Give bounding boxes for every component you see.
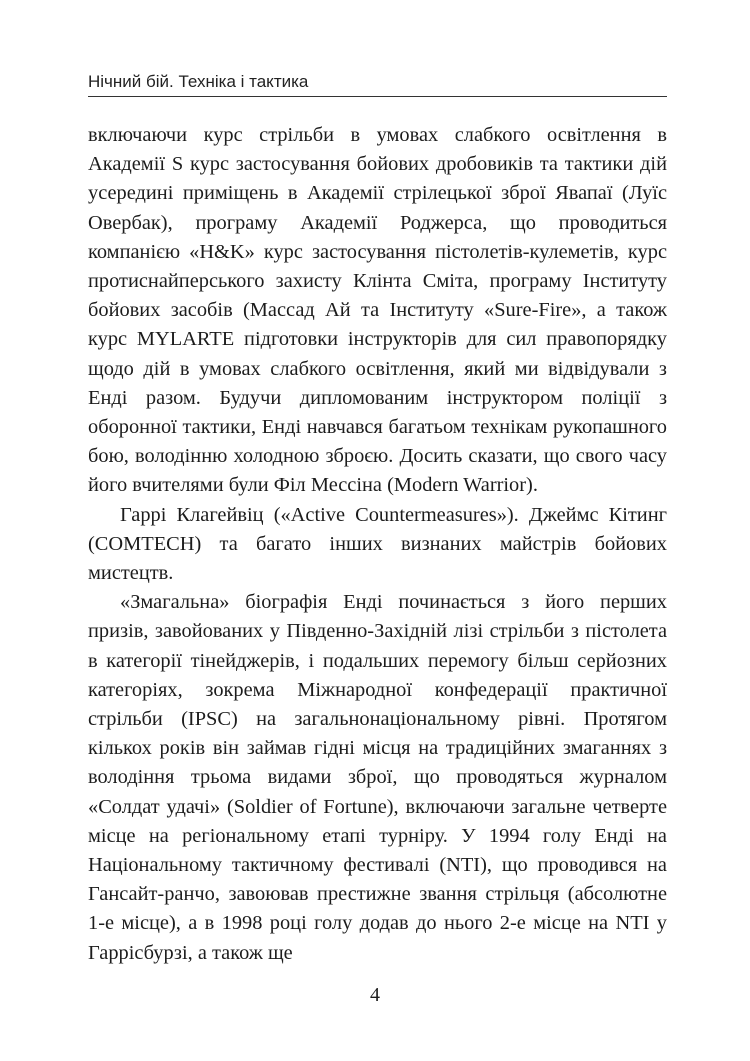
paragraph: Гаррі Клагейвіц («Active Countermeasures»). Джеймс Кітинг (COMTECH) та багато інших визнаних майстрів бойових мистецтв. bbox=[88, 503, 667, 585]
paragraph: «Змагальна» біографія Енді починається з його перших призів, завойованих у Південно-Західній лізі стрільби з пістолета в категорії тінейджерів, і подальших перемогу більш серйозних категоріях, зокрема Міжнародної конфедерації практичної стрільби (IPSC) на загальнонаціональному рівні. Протягом кількох років він займав гідні місця на традиційних змаганнях з володіння трьома видами зброї, що проводяться журналом «Солдат удачі» (Soldier of Fortune), включаючи загальне четверте місце на регіональному етапі турніру. У 1994 голу Енді на Національному тактичному фестивалі (NTI), що проводився на Гансайт-ранчо, завоював престижне звання стрільця (абсолютне 1-е місце), а в 1998 році голу додав до нього 2-е місце на NTI у Гаррісбурзі, а також ще bbox=[88, 591, 667, 964]
page-number: 4 bbox=[370, 984, 380, 1006]
running-head-title: Нічний бій. Техніка і тактика bbox=[88, 72, 309, 91]
header-divider bbox=[88, 96, 667, 97]
paragraph-continued: включаючи курс стрільби в умовах слабкого освітлення в Академії S курс застосування бойових дробовиків та тактики дій усередині приміщень в Академії стрілецької зброї Явапаї (Луїс Овербак), програму Академії Роджерса, що проводиться компанією «H&K» курс застосування пістолетів-кулеметів, курс протиснайперського захисту Клінта Сміта, програму Інституту бойових засобів (Массад Ай та Інституту «Sure-Fire», а також курс MYLARTE підготовки інструкторів для сил правопорядку щодо дій в умовах слабкого освітлення, який ми відвідували з Енді разом. Будучи дипломованим інструктором поліції з оборонної тактики, Енді навчався багатьом технікам рукопашного бою, володінню холодною зброєю. Досить сказати, що свого часу його вчителями були Філ Мессіна (Modern Warrior). bbox=[88, 124, 667, 497]
body-text bbox=[88, 121, 667, 968]
